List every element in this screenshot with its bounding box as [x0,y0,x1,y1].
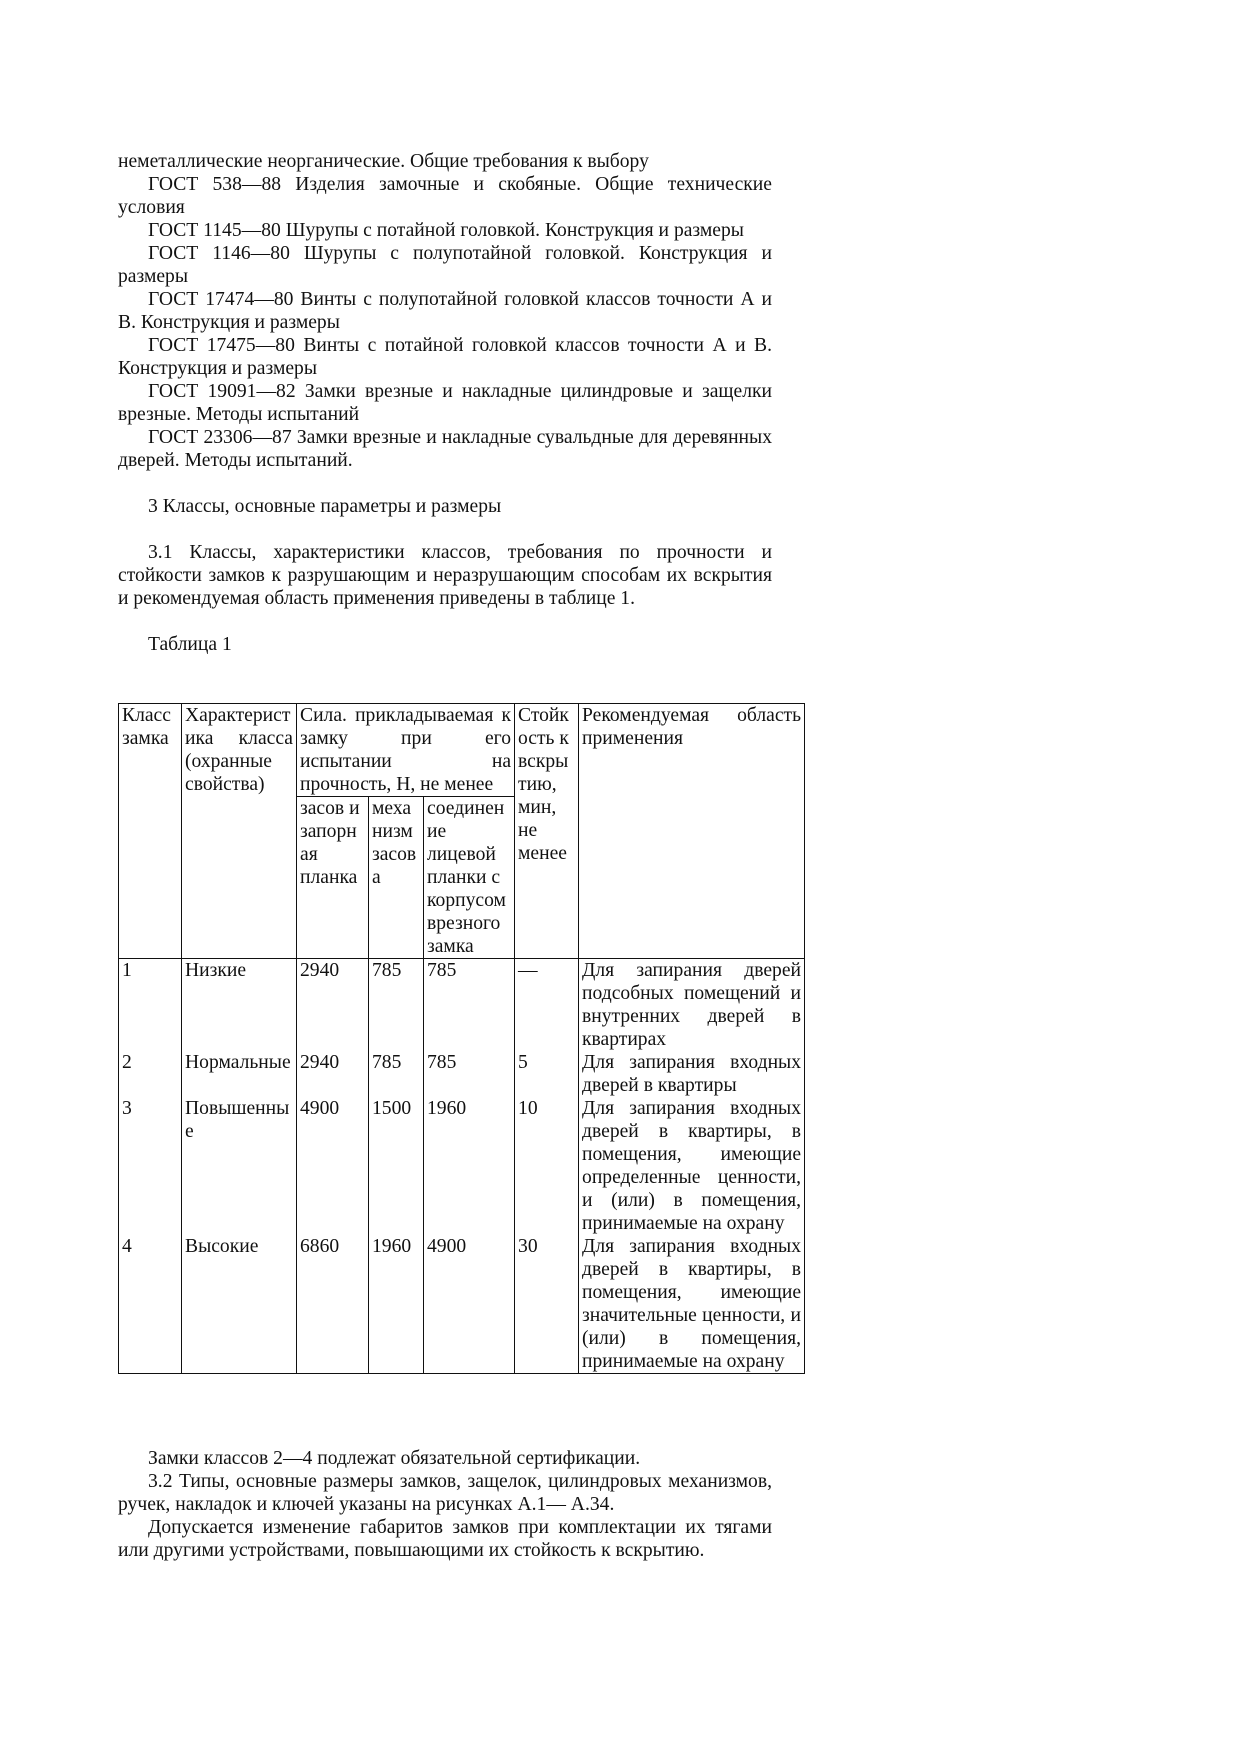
cell-mechanism-force: 1500 [369,1097,424,1235]
cell-mechanism-force: 785 [369,959,424,1052]
paragraph-3-2: 3.2 Типы, основные размеры замков, защелок, цилиндровых механизмов, ручек, накладок и ключей указаны на рисунках А.1— А.34. [118,1471,772,1515]
dimensions-change-note: Допускается изменение габаритов замков при комплектации их тягами или другими устройствами, повышающими их стойкость к вскрытию. [118,1517,772,1561]
header-resistance: Стойкость к вскрытию, мин, не менее [515,704,579,959]
cell-resistance: 30 [515,1235,579,1374]
spacer [118,472,772,495]
cell-connection-force: 1960 [424,1097,515,1235]
cell-connection-force: 4900 [424,1235,515,1374]
cell-characteristic: Нормальные [182,1051,297,1097]
cell-characteristic: Повышенные [182,1097,297,1235]
cell-application: Для запирания входных дверей в квартиры [579,1051,805,1097]
cell-application: Для запирания дверей подсобных помещений и внутренних дверей в квартирах [579,959,805,1052]
reference-gost-1145: ГОСТ 1145—80 Шурупы с потайной головкой. Конструкция и размеры [148,220,744,241]
reference-gost-538: ГОСТ 538—88 Изделия замочные и скобяные. Общие технические условия [118,174,772,218]
cell-class: 1 [119,959,182,1052]
cell-class: 4 [119,1235,182,1374]
cell-bolt-force: 2940 [297,959,369,1052]
table-row [119,959,805,1052]
paragraph-3-1: 3.1 Классы, характеристики классов, требования по прочности и стойкости замков к разрушающим и неразрушающим способам их вскрытия и рекомендуемая область применения приведены в таблице 1. [118,542,772,609]
cell-resistance: 5 [515,1051,579,1097]
table-header-row [119,704,805,797]
document-body [118,150,772,656]
cell-bolt-force: 4900 [297,1097,369,1235]
header-force: Сила. прикладываемая к замку при его испытании на прочность, Н, не менее [297,704,515,797]
table-title: Таблица 1 [148,634,232,655]
cell-mechanism-force: 785 [369,1051,424,1097]
reference-gost-23306: ГОСТ 23306—87 Замки врезные и накладные сувальдные для деревянных дверей. Методы испытаний. [118,427,772,471]
header-characteristic: Характеристика класса (охранные свойства) [182,704,297,959]
lock-classes-table [118,703,805,1374]
cell-class: 3 [119,1097,182,1235]
reference-gost-17474: ГОСТ 17474—80 Винты с полупотайной головкой классов точности А и В. Конструкция и размеры [118,289,772,333]
intro-continuation-line: неметаллические неорганические. Общие требования к выбору [118,151,649,172]
reference-gost-19091: ГОСТ 19091—82 Замки врезные и накладные цилиндровые и защелки врезные. Методы испытаний [118,381,772,425]
table-row [119,1051,805,1097]
subheader-bolt: засов и запорная планка [297,797,369,959]
cell-resistance: — [515,959,579,1052]
cell-connection-force: 785 [424,1051,515,1097]
cell-mechanism-force: 1960 [369,1235,424,1374]
cell-characteristic: Высокие [182,1235,297,1374]
certification-note: Замки классов 2—4 подлежат обязательной сертификации. [148,1448,641,1469]
reference-gost-1146: ГОСТ 1146—80 Шурупы с полупотайной головкой. Конструкция и размеры [118,243,772,287]
cell-bolt-force: 2940 [297,1051,369,1097]
cell-application: Для запирания входных дверей в квартиры, в помещения, имеющие значительные ценности, и (или) в помещения, принимаемые на охрану [579,1235,805,1374]
cell-characteristic: Низкие [182,959,297,1052]
cell-resistance: 10 [515,1097,579,1235]
table-row [119,1235,805,1374]
header-class: Класс замка [119,704,182,959]
reference-gost-17475: ГОСТ 17475—80 Винты с потайной головкой классов точности А и В. Конструкция и размеры [118,335,772,379]
subheader-mechanism: механизм засова [369,797,424,959]
section-heading: 3 Классы, основные параметры и размеры [148,496,502,517]
spacer [118,610,772,633]
subheader-connection: соединение лицевой планки с корпусом врезного замка [424,797,515,959]
header-application: Рекомендуемая область применения [579,704,805,959]
cell-application: Для запирания входных дверей в квартиры, в помещения, имеющие определенные ценности, и (или) в помещения, принимаемые на охрану [579,1097,805,1235]
cell-class: 2 [119,1051,182,1097]
spacer [118,518,772,541]
cell-connection-force: 785 [424,959,515,1052]
cell-bolt-force: 6860 [297,1235,369,1374]
after-table-text [118,1447,772,1562]
table-row [119,1097,805,1235]
